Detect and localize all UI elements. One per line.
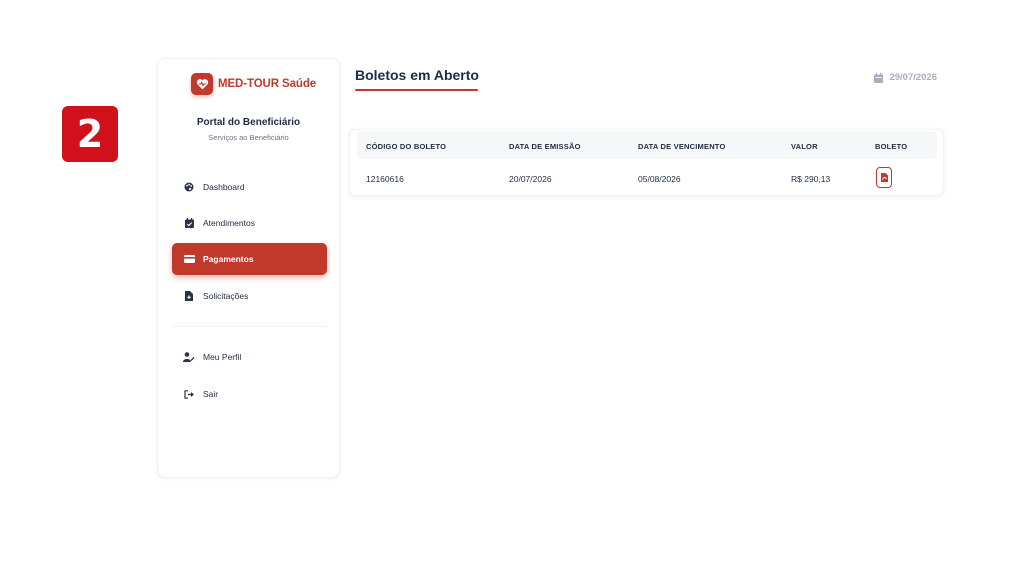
user-edit-icon xyxy=(183,351,195,363)
cell-valor: R$ 290,13 xyxy=(791,174,831,184)
page-title: Boletos em Aberto xyxy=(355,67,479,83)
sidebar-item-dashboard[interactable] xyxy=(172,171,327,203)
sidebar-item-sair[interactable] xyxy=(172,378,327,410)
sidebar-item-pagamentos[interactable] xyxy=(172,243,327,275)
current-date xyxy=(874,72,937,83)
step-number-badge: 2 xyxy=(62,106,118,162)
portal-title: Portal do Beneficiário xyxy=(196,117,301,128)
cell-codigo: 12160616 xyxy=(366,174,404,184)
sidebar-item-label: Sair xyxy=(203,389,219,399)
column-header-valor: VALOR xyxy=(791,142,818,151)
download-boleto-button[interactable] xyxy=(876,167,892,188)
column-header-codigo: CÓDIGO DO BOLETO xyxy=(366,142,447,151)
cell-emissao: 20/07/2026 xyxy=(509,174,552,184)
title-underline xyxy=(355,89,478,91)
column-header-boleto: BOLETO xyxy=(875,142,908,151)
brand[interactable] xyxy=(191,73,316,95)
sidebar-item-label: Solicitações xyxy=(203,291,249,301)
cell-vencimento: 05/08/2026 xyxy=(638,174,681,184)
sidebar xyxy=(157,58,340,478)
brand-name: MED-TOUR Saúde xyxy=(218,78,317,90)
file-plus-icon xyxy=(183,290,195,302)
column-header-emissao: DATA DE EMISSÃO xyxy=(509,142,581,151)
column-header-vencimento: DATA DE VENCIMENTO xyxy=(638,142,726,151)
sidebar-item-label: Meu Perfil xyxy=(203,352,242,362)
sidebar-item-label: Dashboard xyxy=(203,182,245,192)
current-date-text: 29/07/2026 xyxy=(889,72,937,83)
credit-card-icon xyxy=(183,253,195,265)
sign-out-icon xyxy=(183,388,195,400)
nav-divider xyxy=(172,326,327,327)
calendar-check-icon xyxy=(183,217,195,229)
pdf-file-icon xyxy=(881,173,888,182)
sidebar-item-label: Atendimentos xyxy=(203,218,255,228)
palette-icon xyxy=(183,181,195,193)
sidebar-item-label: Pagamentos xyxy=(203,254,254,264)
portal-subtitle: Serviços ao Beneficiário xyxy=(208,133,289,142)
table-header xyxy=(357,131,937,159)
heart-pulse-icon xyxy=(191,73,213,95)
sidebar-item-meu-perfil[interactable] xyxy=(172,341,327,373)
sidebar-item-solicitacoes[interactable] xyxy=(172,280,327,312)
boletos-table xyxy=(349,129,944,196)
calendar-icon xyxy=(874,73,883,83)
sidebar-item-atendimentos[interactable] xyxy=(172,207,327,239)
